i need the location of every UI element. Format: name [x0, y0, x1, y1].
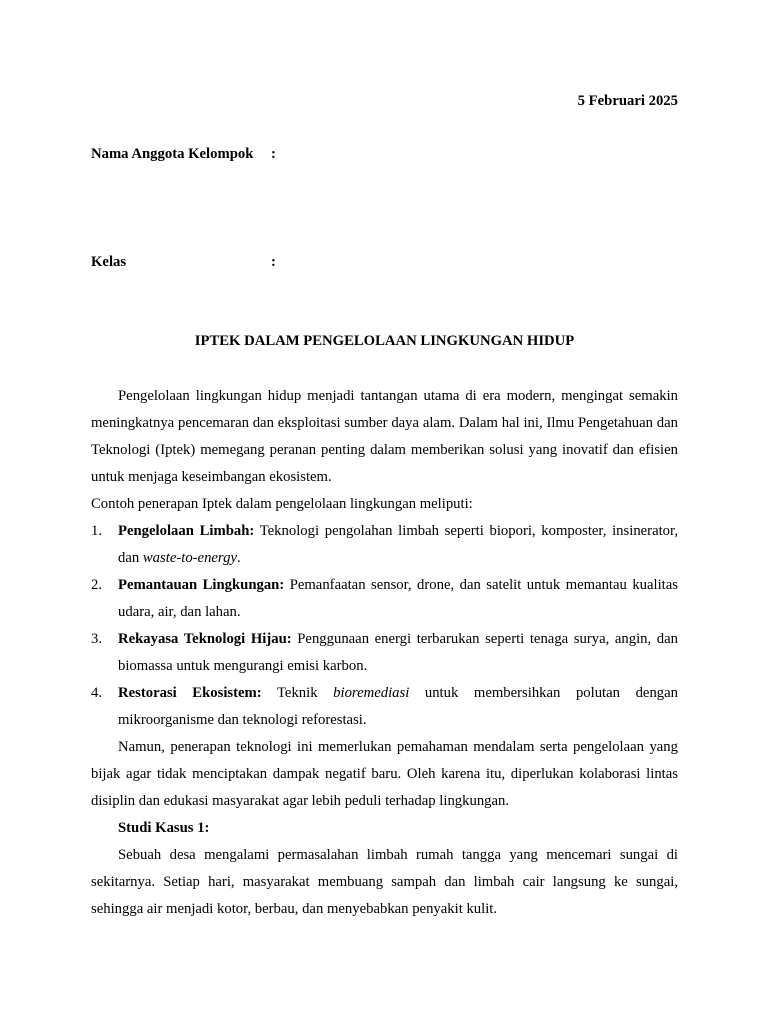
- list-item-title: Pengelolaan Limbah:: [118, 523, 255, 539]
- list-item: [91, 518, 678, 572]
- list-item-text: Teknologi pengolahan limbah seperti biopori, komposter, insinerator, dan: [118, 523, 678, 566]
- list-item-number: 4.: [91, 685, 103, 701]
- list-item: [91, 572, 678, 626]
- group-members-colon: :: [271, 146, 276, 162]
- closing-paragraph: Namun, penerapan teknologi ini memerlukan pemahaman mendalam serta pengelolaan yang bijak agar tidak menciptakan dampak negatif baru. Oleh karena itu, diperlukan kolaborasi lintas disiplin dan edukasi masyarakat agar lebih peduli terhadap lingkungan.: [91, 739, 678, 809]
- list-item-after: untuk membersihkan polutan dengan mikroorganisme dan teknologi reforestasi.: [118, 685, 678, 728]
- class-label: Kelas: [91, 254, 127, 270]
- group-members-label: Nama Anggota Kelompok: [91, 146, 254, 162]
- document-title: IPTEK DALAM PENGELOLAAN LINGKUNGAN HIDUP: [194, 333, 575, 349]
- list-item-text: Teknik: [261, 685, 334, 701]
- list-item-title: Rekayasa Teknologi Hijau:: [118, 631, 292, 647]
- list-item-italic: bioremediasi: [333, 685, 410, 701]
- list-item-text: Pemanfaatan sensor, drone, dan satelit untuk memantau kualitas udara, air, dan lahan.: [118, 577, 679, 620]
- case-study-heading: Studi Kasus 1:: [118, 820, 210, 836]
- list-item-text: Penggunaan energi terbarukan seperti tenaga surya, angin, dan biomassa untuk mengurangi emisi karbon.: [118, 631, 678, 674]
- list-item-after: .: [236, 550, 241, 566]
- list-item-number: 1.: [91, 523, 103, 539]
- document-date: 5 Februari 2025: [577, 93, 678, 109]
- list-item-title: Restorasi Ekosistem:: [118, 685, 262, 701]
- list-intro: Contoh penerapan Iptek dalam pengelolaan lingkungan meliputi:: [91, 496, 473, 512]
- case-study-paragraph: Sebuah desa mengalami permasalahan limbah rumah tangga yang mencemari sungai di sekitarnya. Setiap hari, masyarakat membuang sampah dan limbah cair langsung ke sungai, sehingga air menjadi kotor, berbau, dan menyebabkan penyakit kulit.: [91, 847, 678, 917]
- example-list: [91, 518, 678, 734]
- document-page: [91, 0, 678, 1024]
- list-item-number: 2.: [91, 577, 103, 593]
- list-item-italic: waste-to-energy: [142, 550, 237, 566]
- group-members-field: [91, 146, 276, 163]
- intro-paragraph: Pengelolaan lingkungan hidup menjadi tantangan utama di era modern, mengingat semakin meningkatnya pencemaran dan eksploitasi sumber daya alam. Dalam hal ini, Ilmu Pengetahuan dan Teknologi (Iptek) memegang peranan penting dalam memberikan solusi yang inovatif dan efisien untuk menjaga keseimbangan ekosistem.: [91, 388, 678, 485]
- list-item: [91, 680, 678, 734]
- class-field: [91, 254, 276, 271]
- list-item-number: 3.: [91, 631, 103, 647]
- list-item: [91, 626, 678, 680]
- list-item-title: Pemantauan Lingkungan:: [118, 577, 285, 593]
- class-colon: :: [271, 254, 276, 270]
- document-body: [91, 383, 678, 923]
